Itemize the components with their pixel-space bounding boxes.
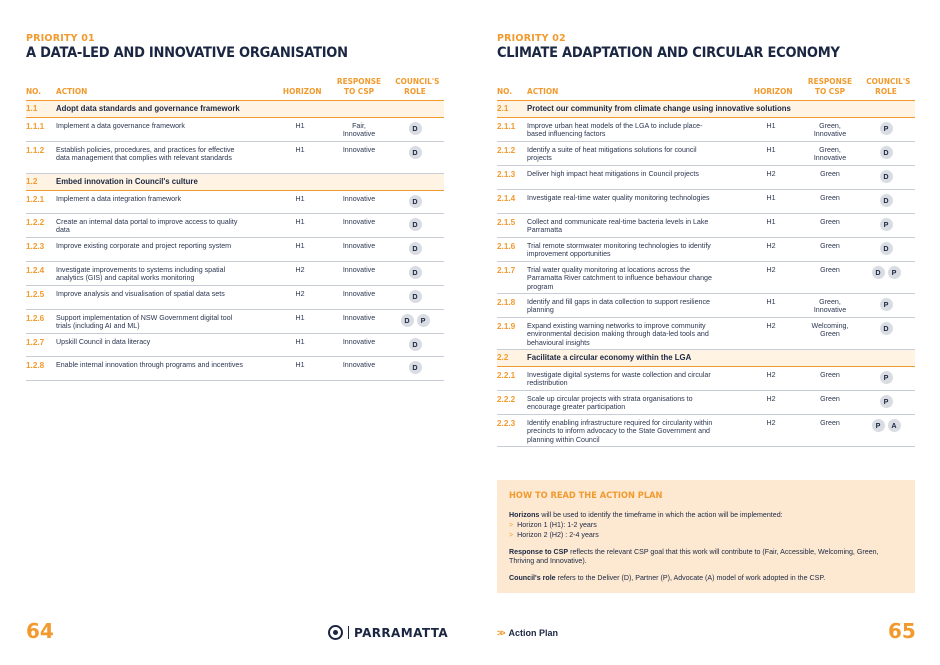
section-title: Adopt data standards and governance framework <box>56 104 240 113</box>
role-cell <box>864 419 908 432</box>
action-text: Establish policies, procedures, and practices for effective data management that complies with relevant standards <box>56 146 235 163</box>
action-text: Investigate digital systems for waste collection and circular redistribution <box>527 371 711 388</box>
action-number: 1.2.5 <box>26 290 45 299</box>
horizon-cell: H1 <box>295 314 305 322</box>
horizon-cell: H1 <box>295 195 305 203</box>
right-page <box>470 0 940 665</box>
action-number: 2.2.2 <box>497 395 516 404</box>
horizon-cell: H1 <box>766 194 776 202</box>
role-badge: D <box>409 218 422 231</box>
response-cell: Green <box>820 419 840 427</box>
table-row <box>497 415 915 447</box>
logo-emblem-icon <box>328 625 343 640</box>
action-text: Collect and communicate real-time bacteria levels in Lake Parramatta <box>527 218 709 235</box>
role-cell <box>393 218 437 231</box>
table-row <box>26 191 444 214</box>
header-no: NO. <box>497 86 513 97</box>
role-badge: A <box>888 419 901 432</box>
horizon-cell: H2 <box>766 170 776 178</box>
chevron-right-icon: > <box>509 521 514 529</box>
action-number: 2.1.8 <box>497 298 516 307</box>
table-row <box>26 310 444 334</box>
how-to-read-box <box>497 480 915 593</box>
action-number: 2.1.6 <box>497 242 516 251</box>
action-number: 1.2.3 <box>26 242 45 251</box>
action-number: 2.2.1 <box>497 371 516 380</box>
role-cell <box>864 395 908 408</box>
response-cell: Green, Innovative <box>813 146 847 163</box>
header-horizon: HORIZON <box>282 86 322 97</box>
table-row <box>26 286 444 310</box>
table-row <box>497 166 915 190</box>
role-cell <box>864 170 908 183</box>
role-badge: D <box>409 122 422 135</box>
action-text: Improve existing corporate and project reporting system <box>56 242 232 250</box>
action-text: Expand existing warning networks to improve community environmental decision making through data-led tools and behavioural insights <box>527 322 709 347</box>
response-cell: Innovative <box>342 195 376 203</box>
horizon-cell: H2 <box>766 242 776 250</box>
table-header <box>497 74 915 101</box>
role-badge: D <box>880 146 893 159</box>
action-number: 1.1.1 <box>26 122 45 131</box>
role-cell <box>864 298 908 311</box>
action-text: Trial water quality monitoring at locations across the Parramatta River catchment to influence behaviour change program <box>527 266 712 291</box>
role-cell <box>393 242 437 255</box>
action-text: Support implementation of NSW Government digital tool trials (including AI and ML) <box>56 314 233 331</box>
priority-title: CLIMATE ADAPTATION AND CIRCULAR ECONOMY <box>497 45 840 61</box>
response-cell: Green <box>820 395 840 403</box>
role-explainer: Council's role refers to the Deliver (D), Partner (P), Advocate (A) model of work adopted in the CSP. <box>509 574 826 582</box>
horizon-cell: H1 <box>766 122 776 130</box>
role-cell <box>393 314 437 327</box>
table-row <box>497 238 915 262</box>
header-horizon: HORIZON <box>753 86 793 97</box>
response-cell: Innovative <box>342 146 376 154</box>
header-no: NO. <box>26 86 42 97</box>
table-row <box>26 238 444 262</box>
action-text: Scale up circular projects with strata organisations to encourage greater participation <box>527 395 693 412</box>
action-number: 2.1.9 <box>497 322 516 331</box>
action-table <box>26 101 444 381</box>
response-cell: Green <box>820 371 840 379</box>
response-cell: Innovative <box>342 338 376 346</box>
horizon-cell: H1 <box>766 218 776 226</box>
action-text: Create an internal data portal to improve access to quality data <box>56 218 238 235</box>
role-cell <box>393 266 437 279</box>
logo-text: PARRAMATTA <box>354 625 449 640</box>
priority-label: PRIORITY 02 <box>497 33 566 44</box>
role-cell <box>864 122 908 135</box>
action-number: 2.1.5 <box>497 218 516 227</box>
response-cell: Green <box>820 266 840 274</box>
role-badge: D <box>872 266 885 279</box>
horizon-cell: H2 <box>766 395 776 403</box>
action-table <box>497 101 915 447</box>
section-number: 1.1 <box>26 104 38 113</box>
priority-title: A DATA-LED AND INNOVATIVE ORGANISATION <box>26 45 348 61</box>
table-row <box>497 318 915 350</box>
table-row <box>26 262 444 286</box>
table-row <box>497 214 915 238</box>
horizon-cell: H1 <box>295 361 305 369</box>
horizon-cell: H1 <box>295 338 305 346</box>
role-cell <box>393 122 437 135</box>
table-row <box>497 142 915 166</box>
table-row <box>26 357 444 381</box>
section-title: Protect our community from climate change using innovative solutions <box>527 104 791 113</box>
table-row <box>497 262 915 294</box>
council-logo <box>328 625 448 640</box>
horizon-cell: H1 <box>295 242 305 250</box>
section-title: Facilitate a circular economy within the LGA <box>527 353 692 362</box>
role-badge: P <box>880 395 893 408</box>
action-text: Improve urban heat models of the LGA to include place-based influencing factors <box>527 122 703 139</box>
horizon-cell: H2 <box>766 419 776 427</box>
role-badge: D <box>880 170 893 183</box>
role-badge: P <box>880 218 893 231</box>
role-cell <box>393 361 437 374</box>
header-role: COUNCIL'S ROLE <box>395 75 440 97</box>
role-badge: D <box>409 338 422 351</box>
action-number: 1.2.8 <box>26 361 45 370</box>
action-text: Upskill Council in data literacy <box>56 338 151 346</box>
role-badge: P <box>417 314 430 327</box>
role-cell <box>393 195 437 208</box>
response-cell: Green, Innovative <box>813 298 847 315</box>
role-badge: D <box>409 195 422 208</box>
footer-section-label: >> Action Plan <box>497 628 559 638</box>
role-badge: D <box>409 266 422 279</box>
action-number: 1.2.2 <box>26 218 45 227</box>
action-number: 1.2.4 <box>26 266 45 275</box>
horizon-cell: H1 <box>766 146 776 154</box>
role-cell <box>864 371 908 384</box>
horizon-cell: H2 <box>766 371 776 379</box>
horizon-cell: H1 <box>766 298 776 306</box>
action-number: 2.1.7 <box>497 266 516 275</box>
action-text: Identify a suite of heat mitigations solutions for council projects <box>527 146 697 163</box>
role-badge: D <box>880 194 893 207</box>
response-cell: Innovative <box>342 314 376 322</box>
role-cell <box>864 146 908 159</box>
role-badge: P <box>880 371 893 384</box>
horizon-cell: H2 <box>295 266 305 274</box>
horizon-2-item: > Horizon 2 (H2) : 2-4 years <box>509 531 599 539</box>
horizon-1-item: > Horizon 1 (H1): 1-2 years <box>509 521 597 529</box>
action-number: 2.1.2 <box>497 146 516 155</box>
section-row <box>497 101 915 118</box>
role-cell <box>393 146 437 159</box>
section-number: 2.1 <box>497 104 509 113</box>
response-cell: Green <box>820 170 840 178</box>
header-role: COUNCIL'S ROLE <box>866 75 911 97</box>
action-text: Identify and fill gaps in data collection to support resilience planning <box>527 298 710 315</box>
role-badge: P <box>872 419 885 432</box>
action-text: Improve analysis and visualisation of spatial data sets <box>56 290 225 298</box>
role-cell <box>393 290 437 303</box>
role-badge: P <box>880 122 893 135</box>
response-cell: Green, Innovative <box>813 122 847 139</box>
role-badge: D <box>409 290 422 303</box>
double-chevron-icon: >> <box>497 628 504 638</box>
response-cell: Innovative <box>342 361 376 369</box>
role-cell <box>864 322 908 335</box>
action-text: Trial remote stormwater monitoring technologies to identify improvement opportunities <box>527 242 711 259</box>
chevron-right-icon: > <box>509 531 514 539</box>
response-explainer: Response to CSP reflects the relevant CSP goal that this work will contribute to (Fair, Accessible, Welcoming, Green, Thriving and Innovative). <box>509 548 879 565</box>
header-action: ACTION <box>56 86 88 97</box>
response-cell: Fair, Innovative <box>342 122 376 139</box>
response-cell: Innovative <box>342 242 376 250</box>
table-row <box>497 367 915 391</box>
role-cell <box>864 194 908 207</box>
how-to-read-title: HOW TO READ THE ACTION PLAN <box>509 490 663 501</box>
action-number: 1.2.7 <box>26 338 45 347</box>
horizon-cell: H1 <box>295 218 305 226</box>
action-number: 2.1.4 <box>497 194 516 203</box>
horizon-cell: H2 <box>295 290 305 298</box>
horizon-cell: H2 <box>766 266 776 274</box>
section-row <box>26 174 444 191</box>
role-badge: D <box>409 242 422 255</box>
action-number: 2.2.3 <box>497 419 516 428</box>
role-badge: D <box>409 146 422 159</box>
table-row <box>26 118 444 142</box>
table-row <box>497 118 915 142</box>
action-text: Investigate real-time water quality monitoring technologies <box>527 194 710 202</box>
role-badge: D <box>401 314 414 327</box>
horizon-cell: H1 <box>295 122 305 130</box>
table-row <box>497 190 915 214</box>
action-number: 1.2.6 <box>26 314 45 323</box>
section-title: Embed innovation in Council's culture <box>56 177 198 186</box>
header-action: ACTION <box>527 86 559 97</box>
horizon-cell: H1 <box>295 146 305 154</box>
response-cell: Innovative <box>342 218 376 226</box>
action-text: Implement a data governance framework <box>56 122 185 130</box>
role-cell <box>864 242 908 255</box>
role-cell <box>864 266 908 279</box>
table-row <box>26 142 444 174</box>
action-number: 1.1.2 <box>26 146 45 155</box>
action-text: Identify enabling infrastructure required for circularity within precincts to inform advocacy to the State Government and planning within Council <box>527 419 713 444</box>
role-cell <box>864 218 908 231</box>
response-cell: Green <box>820 242 840 250</box>
section-number: 2.2 <box>497 353 509 362</box>
response-cell: Green <box>820 218 840 226</box>
response-cell: Green <box>820 194 840 202</box>
action-text: Deliver high impact heat mitigations in Council projects <box>527 170 699 178</box>
page-number: 64 <box>26 619 54 643</box>
header-response: RESPONSE TO CSP <box>336 75 382 97</box>
action-text: Enable internal innovation through programs and incentives <box>56 361 243 369</box>
action-number: 2.1.3 <box>497 170 516 179</box>
table-row <box>497 391 915 415</box>
section-row <box>26 101 444 118</box>
table-row <box>497 294 915 318</box>
logo-divider <box>348 626 349 639</box>
table-header <box>26 74 444 101</box>
action-text: Implement a data integration framework <box>56 195 181 203</box>
action-text: Investigate improvements to systems including spatial analytics (GIS) and capital works monitoring <box>56 266 226 283</box>
response-cell: Innovative <box>342 266 376 274</box>
role-badge: D <box>409 361 422 374</box>
role-badge: P <box>888 266 901 279</box>
horizons-explainer: Horizons will be used to identify the timeframe in which the action will be implemented: <box>509 511 783 519</box>
role-badge: D <box>880 242 893 255</box>
section-number: 1.2 <box>26 177 38 186</box>
header-response: RESPONSE TO CSP <box>807 75 853 97</box>
table-row <box>26 334 444 357</box>
role-cell <box>393 338 437 351</box>
priority-label: PRIORITY 01 <box>26 33 95 44</box>
table-row <box>26 214 444 238</box>
response-cell: Innovative <box>342 290 376 298</box>
response-cell: Welcoming, Green <box>811 322 849 339</box>
action-number: 2.1.1 <box>497 122 516 131</box>
section-row <box>497 350 915 367</box>
role-badge: P <box>880 298 893 311</box>
horizon-cell: H2 <box>766 322 776 330</box>
page-number: 65 <box>888 619 916 643</box>
role-badge: D <box>880 322 893 335</box>
action-number: 1.2.1 <box>26 195 45 204</box>
